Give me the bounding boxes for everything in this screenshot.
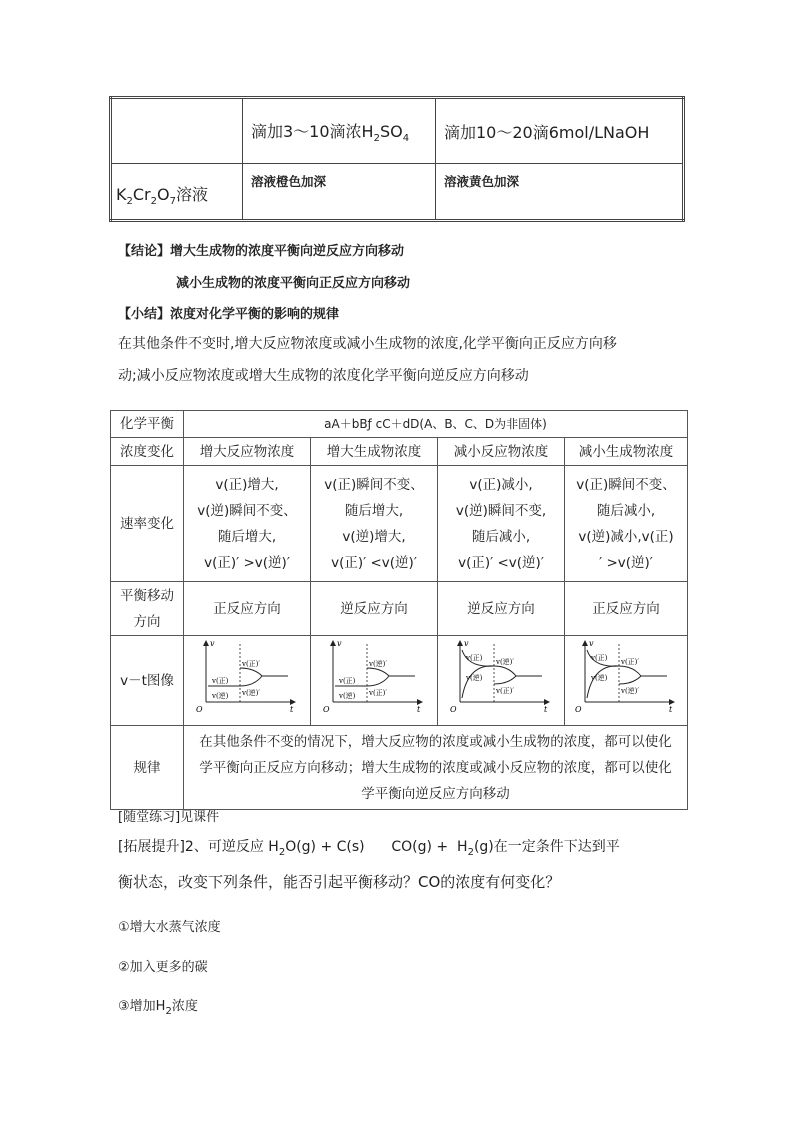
rate-curve bbox=[619, 676, 667, 684]
label-vz: v(正) bbox=[339, 677, 356, 685]
v-axis-label: v bbox=[210, 639, 215, 648]
label-vz: v(正) bbox=[591, 654, 608, 662]
row-label: v－t图像 bbox=[111, 636, 184, 726]
vt-graph bbox=[319, 636, 429, 716]
label-vn: v(逆) bbox=[212, 692, 229, 700]
label-vz: v(正) bbox=[466, 654, 483, 662]
label-bottom: v(正)′ bbox=[369, 689, 388, 697]
v-axis-label: v bbox=[589, 639, 594, 648]
rate-cell: v(正)减小, v(逆)瞬间不变, 随后减小, v(正)′ <v(逆)′ bbox=[438, 466, 565, 582]
row-label: 浓度变化 bbox=[111, 438, 184, 466]
row-label: 化学平衡 bbox=[111, 411, 184, 438]
rate-curve bbox=[494, 666, 542, 676]
h2so4-header: 滴加3～10滴浓$H_2SO_4$ bbox=[243, 98, 436, 164]
conclusion-line1: 【结论】增大生成物的浓度平衡向逆反应方向移动 bbox=[118, 244, 405, 259]
conc-cell: 增大反应物浓度 bbox=[184, 438, 311, 466]
label-bottom: v(正)′ bbox=[496, 687, 515, 695]
option-2: ②加入更多的碳 bbox=[118, 960, 208, 975]
label-vn: v(逆) bbox=[591, 674, 608, 682]
vt-graph-cell bbox=[184, 636, 311, 726]
origin-label: O bbox=[323, 705, 330, 714]
row-label: 平衡移动 方向 bbox=[111, 582, 184, 636]
conc-cell: 增大生成物浓度 bbox=[311, 438, 438, 466]
origin-label: O bbox=[196, 705, 203, 714]
conc-cell: 减小反应物浓度 bbox=[438, 438, 565, 466]
vt-graph-cell bbox=[311, 636, 438, 726]
label-vz: v(正) bbox=[212, 677, 229, 685]
experiment-table bbox=[109, 96, 685, 222]
t-axis-label: t bbox=[669, 705, 673, 714]
question-line1: [拓展提升]2、可逆反应 $H_2O(g) + C(s)$ $CO(g) + H_2(g)$在一定条件下达到平 bbox=[118, 839, 620, 858]
equilibrium-table bbox=[110, 410, 688, 810]
result-orange: 溶液橙色加深 bbox=[243, 164, 436, 221]
row-label: 规律 bbox=[111, 726, 184, 810]
rate-curve bbox=[494, 676, 542, 684]
option-1: ①增大水蒸气浓度 bbox=[118, 920, 221, 935]
y-axis-arrow bbox=[203, 640, 209, 646]
t-axis-label: t bbox=[544, 705, 548, 714]
vt-graph bbox=[571, 636, 681, 716]
label-top: v(正)′ bbox=[242, 660, 261, 668]
y-axis-arrow bbox=[582, 640, 588, 646]
t-axis-label: t bbox=[290, 705, 294, 714]
vt-graph bbox=[192, 636, 302, 716]
summary-p1: 在其他条件不变时,增大反应物浓度或减小生成物的浓度,化学平衡向正反应方向移 bbox=[118, 336, 617, 352]
vt-graph-cell bbox=[565, 636, 688, 726]
option-3: ③增加$H_2$浓度 bbox=[118, 999, 198, 1017]
practice-line: [随堂练习]见课件 bbox=[118, 810, 220, 825]
direction-cell: 正反应方向 bbox=[565, 582, 688, 636]
y-axis-arrow bbox=[330, 640, 336, 646]
direction-cell: 逆反应方向 bbox=[311, 582, 438, 636]
summary-p2: 动;减小反应物浓度或增大生成物的浓度化学平衡向逆反应方向移动 bbox=[118, 368, 529, 384]
summary-title: 【小结】浓度对化学平衡的影响的规律 bbox=[118, 307, 340, 322]
origin-label: O bbox=[575, 705, 582, 714]
rate-curve bbox=[240, 676, 288, 686]
direction-cell: 正反应方向 bbox=[184, 582, 311, 636]
direction-cell: 逆反应方向 bbox=[438, 582, 565, 636]
naoh-header: 滴加10～20滴6mol/LNaOH bbox=[436, 98, 684, 164]
t-axis-label: t bbox=[417, 705, 421, 714]
label-bottom: v(逆)′ bbox=[621, 687, 640, 695]
vt-graph-cell bbox=[438, 636, 565, 726]
y-axis-arrow bbox=[457, 640, 463, 646]
empty-cell bbox=[111, 98, 243, 164]
v-axis-label: v bbox=[337, 639, 342, 648]
k2cr2o7-label: $K_2Cr_2O_7$溶液 bbox=[111, 164, 243, 221]
origin-label: O bbox=[450, 705, 457, 714]
row-label: 速率变化 bbox=[111, 466, 184, 582]
label-top: v(逆)′ bbox=[369, 660, 388, 668]
label-top: v(逆)′ bbox=[496, 658, 515, 666]
vt-graph bbox=[446, 636, 556, 716]
rate-cell: v(正)瞬间不变、 随后减小, v(逆)减小,v(正) ′ >v(逆)′ bbox=[565, 466, 688, 582]
conc-cell: 减小生成物浓度 bbox=[565, 438, 688, 466]
rate-curve bbox=[240, 668, 288, 676]
label-vn: v(逆) bbox=[466, 674, 483, 682]
rate-curve bbox=[367, 668, 415, 676]
question-line2: 衡状态，改变下列条件，能否引起平衡移动？CO的浓度有何变化？ bbox=[118, 873, 561, 891]
label-vn: v(逆) bbox=[339, 692, 356, 700]
rate-curve bbox=[367, 676, 415, 686]
v-axis-label: v bbox=[464, 639, 469, 648]
reaction-equation: aA＋bBƒ cC＋dD(A、B、C、D为非固体) bbox=[184, 411, 688, 438]
result-yellow: 溶液黄色加深 bbox=[436, 164, 684, 221]
rate-cell: v(正)瞬间不变、 随后增大, v(逆)增大, v(正)′ <v(逆)′ bbox=[311, 466, 438, 582]
label-top: v(正)′ bbox=[621, 658, 640, 666]
conclusion-line2: 减小生成物的浓度平衡向正反应方向移动 bbox=[176, 276, 411, 291]
rule-text: 在其他条件不变的情况下，增大反应物的浓度或减小生成物的浓度，都可以使化 学平衡向正反应方向移动；增大生成物的浓度或减小反应物的浓度，都可以使化 学平衡向逆反应方向移动 bbox=[184, 726, 688, 810]
rate-cell: v(正)增大, v(逆)瞬间不变、 随后增大, v(正)′ >v(逆)′ bbox=[184, 466, 311, 582]
label-bottom: v(逆)′ bbox=[242, 689, 261, 697]
rate-curve bbox=[619, 666, 667, 676]
